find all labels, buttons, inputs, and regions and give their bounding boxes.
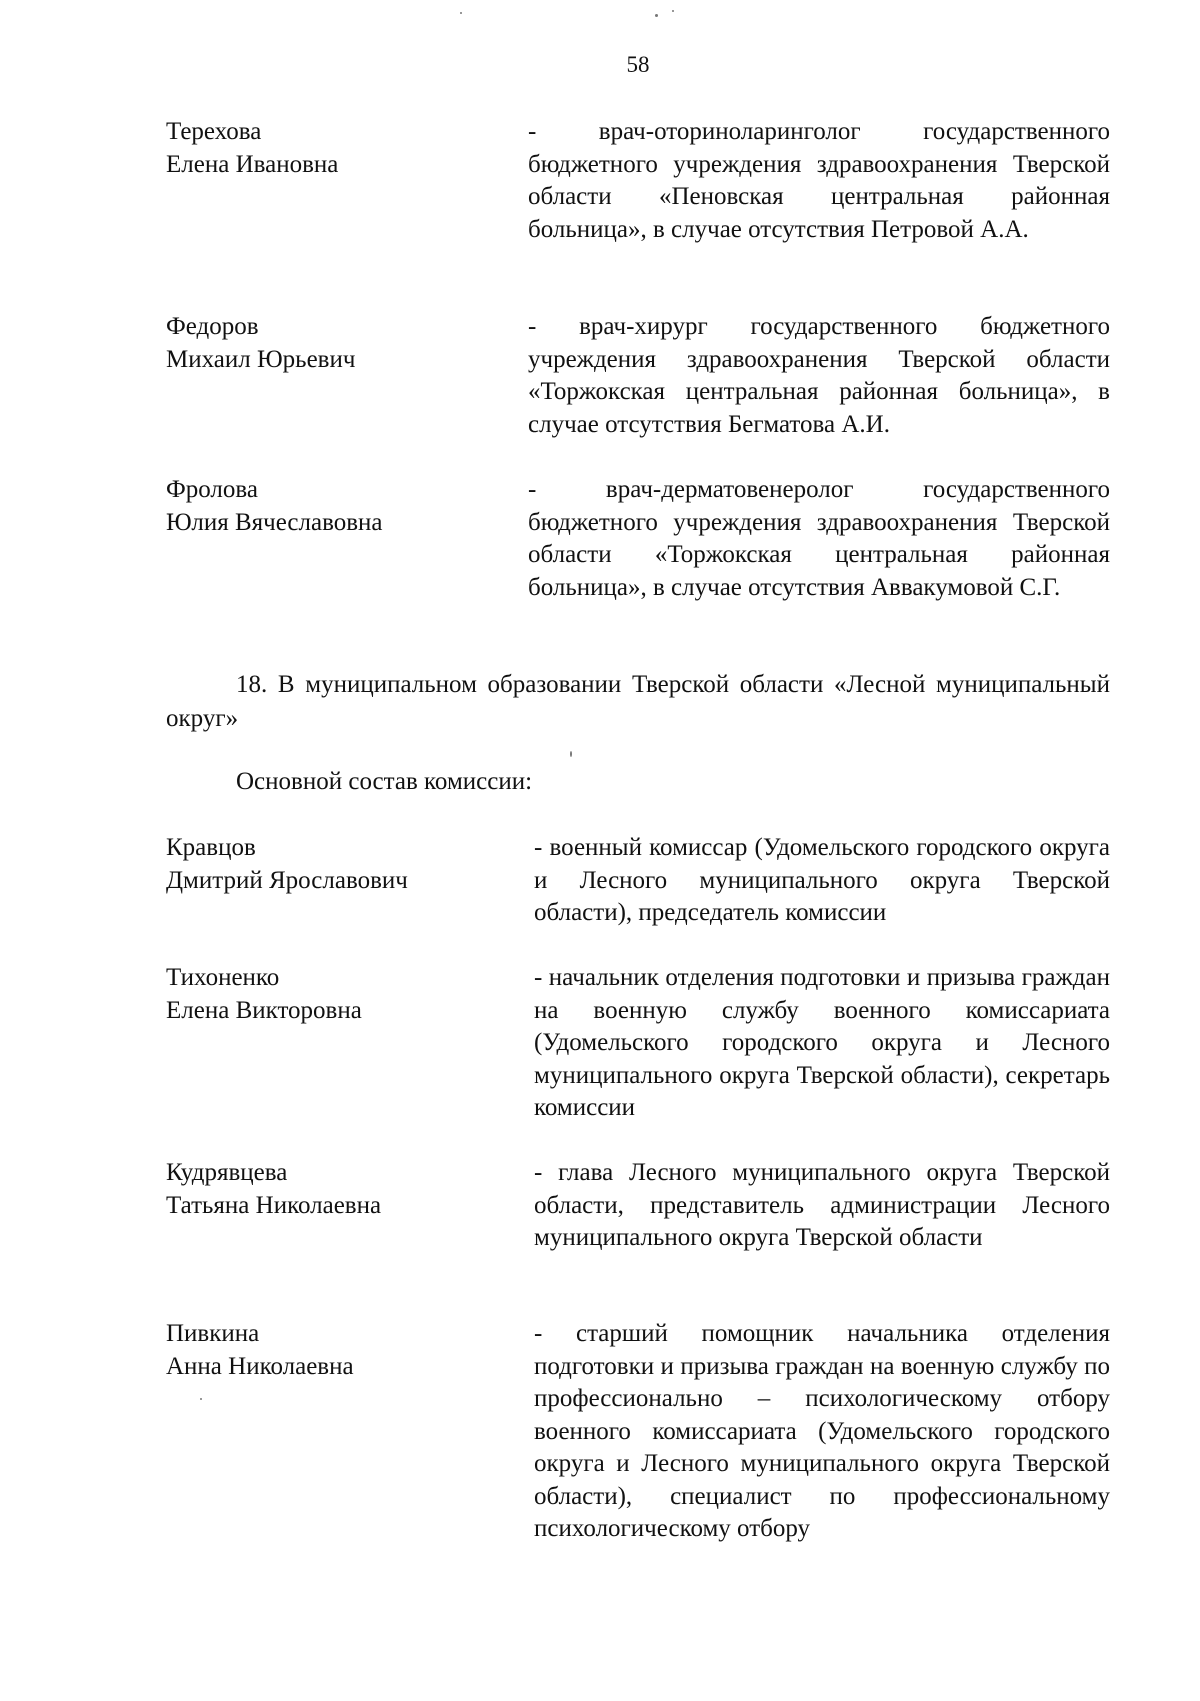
member-name bbox=[166, 311, 486, 376]
member-given-names: Михаил Юрьевич bbox=[166, 345, 356, 373]
commission-subheading: Основной состав комиссии: bbox=[236, 768, 533, 795]
member-role: - врач-хирург государственного бюджетного учреждения здравоохранения Тверской области «Торжокская центральная районная больница», в случае отсутствия Бегматова А.И. bbox=[528, 313, 1110, 438]
member-role: - военный комиссар (Удомельского городского округа и Лесного муниципального округа Тверской области), председатель комиссии bbox=[534, 834, 1110, 926]
member-given-names: Елена Ивановна bbox=[166, 150, 339, 178]
member-surname: Фролова bbox=[166, 476, 258, 503]
member-given-names: Дмитрий Ярославович bbox=[166, 866, 408, 894]
member-name bbox=[166, 962, 486, 1027]
member-role: - врач-оториноларинголог государственного бюджетного учреждения здравоохранения Тверской области «Пеновская центральная районная больница», в случае отсутствия Петровой А.А. bbox=[528, 118, 1110, 243]
member-surname: Тихоненко bbox=[166, 964, 280, 991]
member-surname: Пивкина bbox=[166, 1320, 260, 1347]
member-surname: Терехова bbox=[166, 118, 262, 145]
member-name bbox=[166, 116, 486, 181]
member-role: - старший помощник начальника отделения подготовки и призыва граждан на военную службу по профессионально – психологическому отбору военного комиссариата (Удомельского городского округа и Лесного муниципального округа Тверской области), специалист по профессиональному психологическому отбору bbox=[534, 1320, 1110, 1542]
member-role: - врач-дерматовенеролог государственного бюджетного учреждения здравоохранения Тверской области «Торжокская центральная районная больница», в случае отсутствия Аввакумовой С.Г. bbox=[528, 476, 1110, 601]
member-role: - начальник отделения подготовки и призыва граждан на военную службу военного комиссариата (Удомельского городского округа и Лесного муниципального округа Тверской области), секретарь комиссии bbox=[534, 964, 1110, 1121]
member-name bbox=[166, 1157, 486, 1222]
member-given-names: Юлия Вячеславовна bbox=[166, 508, 383, 536]
scan-speck bbox=[570, 751, 572, 757]
member-surname: Кравцов bbox=[166, 834, 256, 861]
member-given-names: Анна Николаевна bbox=[166, 1352, 354, 1380]
page-number: 58 bbox=[626, 52, 650, 77]
member-surname: Федоров bbox=[166, 313, 259, 340]
scan-speck bbox=[460, 12, 462, 14]
member-name bbox=[166, 832, 486, 897]
scan-speck bbox=[655, 14, 658, 17]
section-heading: 18. В муниципальном образовании Тверской области «Лесной муниципальный округ» bbox=[166, 671, 1110, 732]
member-name bbox=[166, 1318, 486, 1383]
member-name bbox=[166, 474, 486, 539]
member-surname: Кудрявцева bbox=[166, 1159, 288, 1186]
member-given-names: Татьяна Николаевна bbox=[166, 1191, 382, 1219]
member-given-names: Елена Викторовна bbox=[166, 996, 362, 1024]
scan-speck bbox=[672, 10, 674, 12]
member-role: - глава Лесного муниципального округа Тверской области, представитель администрации Лесного муниципального округа Тверской области bbox=[534, 1159, 1110, 1251]
scan-speck bbox=[200, 1398, 202, 1400]
